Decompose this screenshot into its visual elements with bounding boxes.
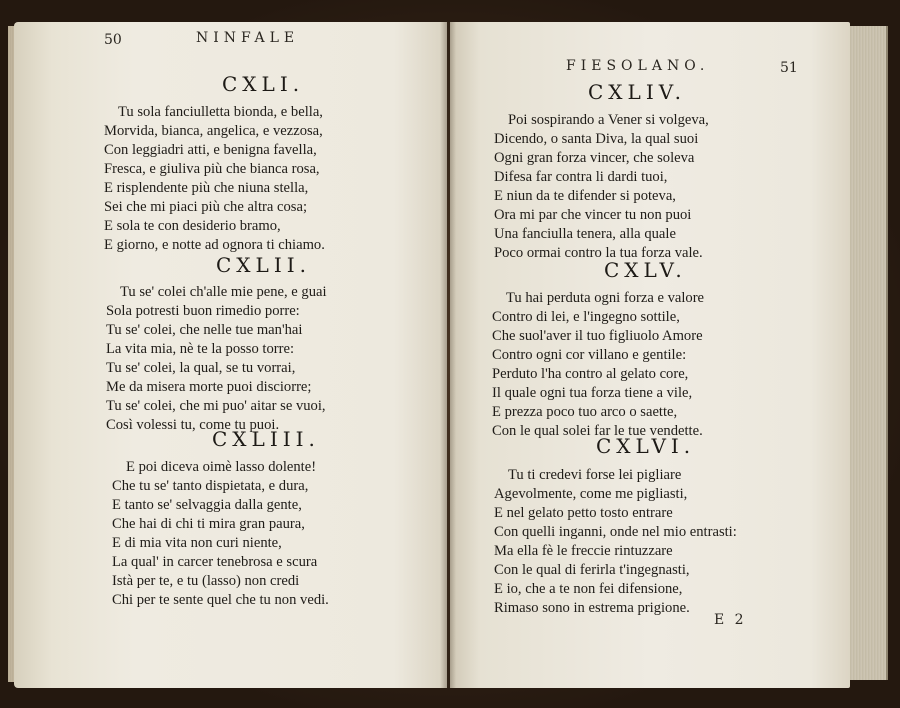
- verse-line: Poco ormai contro la tua forza vale.: [494, 245, 703, 261]
- stanza-number: CXLIV.: [588, 80, 687, 104]
- verse-line: Sola potresti buon rimedio porre:: [106, 303, 300, 319]
- verse-line: E risplendente più che niuna stella,: [104, 180, 309, 196]
- stanza-number: CXLV.: [604, 258, 687, 282]
- verse-line: Che tu se' tanto dispietata, e dura,: [112, 478, 309, 494]
- verse-line: Contro di lei, e l'ingegno sottile,: [492, 309, 680, 325]
- stanza-number: CXLVI.: [596, 434, 696, 458]
- verse-line: E nel gelato petto tosto entrare: [494, 505, 673, 521]
- page-number-right: 51: [780, 60, 798, 76]
- verse-line: Poi sospirando a Vener si volgeva,: [508, 112, 709, 128]
- verse-line: Tu se' colei ch'alle mie pene, e guai: [120, 284, 327, 300]
- verse-line: E poi diceva oimè lasso dolente!: [126, 459, 317, 475]
- verse-line: Tu se' colei, che nelle tue man'hai: [106, 322, 303, 338]
- verse-line: Agevolmente, come me pigliasti,: [494, 486, 688, 502]
- verse-line: Così volessi tu, come tu puoi.: [106, 417, 280, 433]
- stanza-lines: [492, 289, 704, 441]
- verse-line: La vita mia, nè te la posso torre:: [106, 341, 295, 357]
- verse-line: E sola te con desiderio bramo,: [104, 218, 281, 234]
- verse-line: Istà per te, e tu (lasso) non credi: [112, 573, 300, 589]
- verse-line: Dicendo, o santa Diva, la qual suoi: [494, 131, 699, 147]
- verse-line: Tu hai perduta ogni forza e valore: [506, 290, 705, 306]
- verse-line: Il quale ogni tua forza tiene a vile,: [492, 385, 693, 401]
- running-head-right: FIESOLANO.: [566, 58, 710, 74]
- verse-line: Con le qual di ferirla t'ingegnasti,: [494, 562, 690, 578]
- stanza-lines: [104, 103, 325, 255]
- verse-line: Che hai di chi ti mira gran paura,: [112, 516, 305, 532]
- verse-line: Con quelli inganni, onde nel mio entrasti:: [494, 524, 737, 540]
- verse-line: Morvida, bianca, angelica, e vezzosa,: [104, 123, 323, 139]
- verse-line: Ma ella fè le freccie rintuzzare: [494, 543, 673, 559]
- right-page-edges: [850, 26, 888, 680]
- page-number-left: 50: [104, 32, 122, 48]
- running-head-left: NINFALE: [196, 30, 300, 46]
- verse-line: E prezza poco tuo arco o saette,: [492, 404, 678, 420]
- stanza-number: CXLI.: [222, 72, 305, 96]
- verse-line: Tu ti credevi forse lei pigliare: [508, 467, 682, 483]
- verse-line: Perduto l'ha contro al gelato core,: [492, 366, 689, 382]
- stanza-lines: [112, 458, 329, 610]
- stanza-lines: [494, 466, 737, 618]
- stanza-number: CXLII.: [216, 253, 311, 277]
- verse-line: Fresca, e giuliva più che bianca rosa,: [104, 161, 320, 177]
- verse-line: La qual' in carcer tenebrosa e scura: [112, 554, 318, 570]
- verse-line: E tanto se' selvaggia dalla gente,: [112, 497, 302, 513]
- verse-line: Tu sola fanciulletta bionda, e bella,: [118, 104, 323, 120]
- book-gutter: [440, 22, 456, 688]
- verse-line: Rimaso sono in estrema prigione.: [494, 600, 690, 616]
- verse-line: Con le qual solei far le tue vendette.: [492, 423, 703, 439]
- verse-line: Con leggiadri atti, e benigna favella,: [104, 142, 317, 158]
- verse-line: Che suol'aver il tuo figliuolo Amore: [492, 328, 703, 344]
- verse-line: E di mia vita non curi niente,: [112, 535, 282, 551]
- verse-line: E io, che a te non fei difensione,: [494, 581, 683, 597]
- verse-line: E giorno, e notte ad ognora ti chiamo.: [104, 237, 325, 253]
- verse-line: E niun da te difender si poteva,: [494, 188, 676, 204]
- verse-line: Sei che mi piaci più che altra cosa;: [104, 199, 308, 215]
- verse-line: Tu se' colei, la qual, se tu vorrai,: [106, 360, 296, 376]
- verse-line: Chi per te sente quel che tu non vedi.: [112, 592, 329, 608]
- verse-line: Ogni gran forza vincer, che soleva: [494, 150, 695, 166]
- signature-mark: E 2: [714, 612, 747, 628]
- verse-line: Una fanciulla tenera, alla quale: [494, 226, 676, 242]
- stanza-lines: [106, 283, 327, 435]
- verse-line: Tu se' colei, che mi puo' aitar se vuoi,: [106, 398, 326, 414]
- verse-line: Ora mi par che vincer tu non puoi: [494, 207, 692, 223]
- stanza-lines: [494, 111, 709, 263]
- verse-line: Contro ogni cor villano e gentile:: [492, 347, 687, 363]
- verse-line: Me da misera morte puoi disciorre;: [106, 379, 312, 395]
- verse-line: Difesa far contra li dardi tuoi,: [494, 169, 668, 185]
- stanza-number: CXLIII.: [212, 427, 320, 451]
